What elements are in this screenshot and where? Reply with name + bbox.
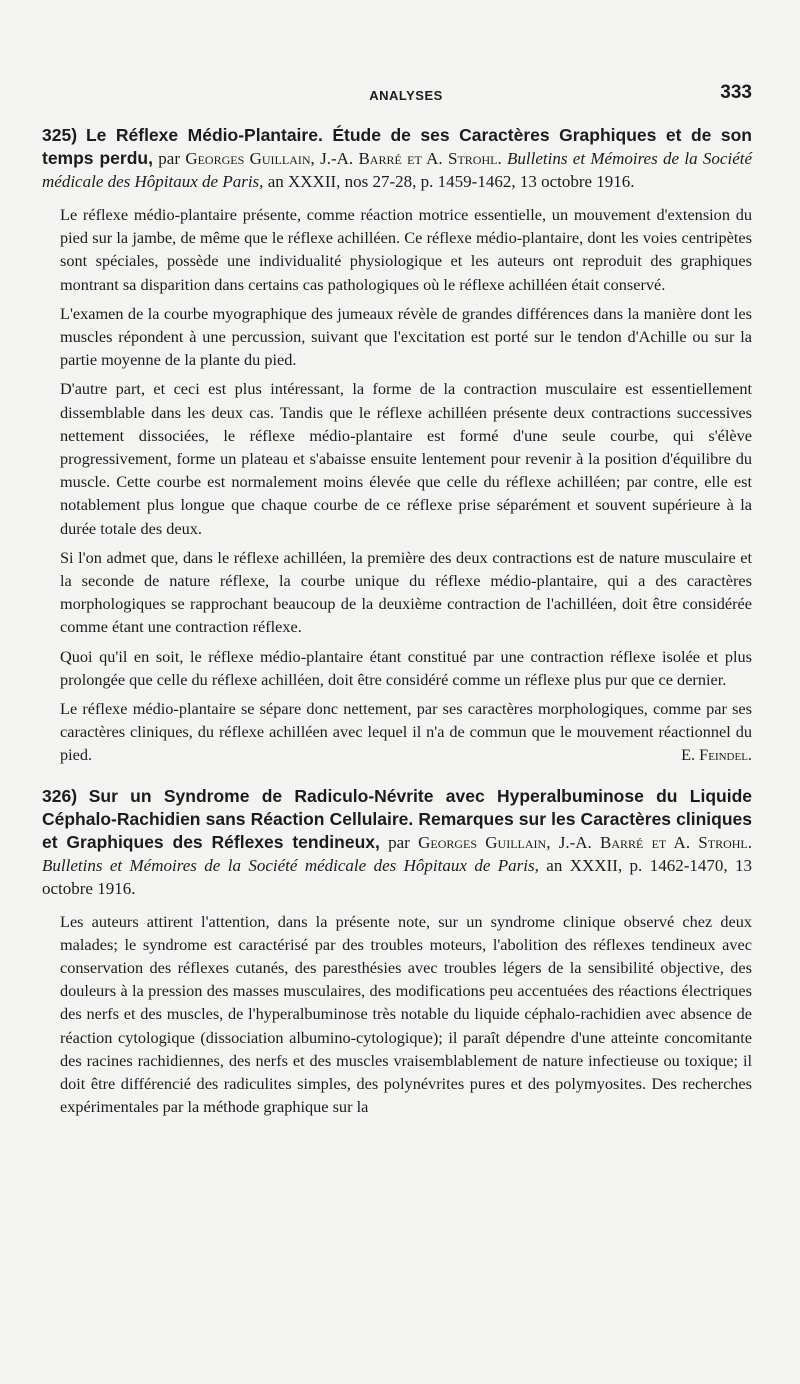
entry-body xyxy=(60,910,752,1119)
paragraph: Le réflexe médio-plantaire présente, comme réaction motrice essentielle, un mouvement d'extension du pied sur la jambe, de même que le réflexe achilléen. Ce réflexe médio-plantaire, dont les voies centripètes sont spéciales, possède une individualité physiologique et les auteurs ont reproduit des graphiques montrant sa disparition dans certains cas pathologiques où le réflexe achilléen était conservé. xyxy=(60,205,752,294)
entry-number: 326) xyxy=(42,785,78,806)
entry-by: par xyxy=(388,832,410,852)
entry-by: par xyxy=(158,149,180,168)
entry-reference: an XXXII, nos 27-28, p. 1459-1462, 13 octobre 1916. xyxy=(267,172,635,191)
entry-title: Le Réflexe Médio-Plantaire. Étude de ses Caractères Graphiques et de son temps perdu, xyxy=(42,125,753,168)
entry-heading xyxy=(42,124,752,193)
paragraph: L'examen de la courbe myographique des jumeaux révèle de grandes différences dans la manière dont les muscles répondent à une percussion, suivant que l'excitation est porté sur le tendon d'Achille ou sur la partie moyenne de la plante du pied. xyxy=(60,303,752,370)
running-title: ANALYSES xyxy=(369,88,443,103)
entry-authors: Georges Guillain, J.-A. Barré et A. Strohl. xyxy=(418,832,753,852)
entry-authors: Georges Guillain, J.-A. Barré et A. Strohl. xyxy=(185,149,502,168)
page-number: 333 xyxy=(720,82,752,103)
page-header xyxy=(60,82,752,110)
entry-journal: Bulletins et Mémoires de la Société médicale des Hôpitaux de Paris, xyxy=(42,855,539,875)
entry-body xyxy=(60,203,752,767)
abstract-entry-326 xyxy=(42,785,753,1119)
page xyxy=(42,82,753,1119)
signature: E. Feindel. xyxy=(681,745,752,765)
entry-heading xyxy=(42,785,752,900)
entry-number: 325) xyxy=(42,125,78,145)
paragraph-text: Le réflexe médio-plantaire se sépare donc nettement, par ses caractères morphologiques, comme par ses caractères cliniques, du réflexe achilléen avec lequel il n'a de commun que le mouvement réactionnel du pied. xyxy=(60,699,752,765)
entry-journal: Bulletins et Mémoires de la Société médicale des Hôpitaux de Paris, xyxy=(42,149,753,191)
abstract-entry-325 xyxy=(42,124,753,767)
paragraph: Quoi qu'il en soit, le réflexe médio-plantaire étant constitué par une contraction réflexe isolée et plus prolongée que celle du réflexe achilléen, doit être considéré comme un réflexe plus pur que ce dernier. xyxy=(60,646,752,689)
paragraph: Les auteurs attirent l'attention, dans la présente note, sur un syndrome clinique observé chez deux malades; le syndrome est caractérisé par des troubles moteurs, l'abolition des réflexes tendineux avec conservation des réflexes cutanés, des paresthésies avec troubles légers de la sensibilité objective, des douleurs à la pression des masses musculaires, des modifications peu accentuées des réactions électriques des nerfs et des muscles, de l'hyperalbuminose très notable du liquide céphalo-rachidien avec absence de réaction cytologique (dissociation albumino-cytologique); il paraît dépendre d'une atteinte concomitante des racines rachidiennes, des nerfs et des muscles vraisemblablement de nature infectieuse ou toxique; il doit être différencié des radiculites simples, des polynévrites pures et des polymyosites. Des recherches expérimentales par la méthode graphique sur la xyxy=(60,911,752,1117)
paragraph: D'autre part, et ceci est plus intéressant, la forme de la contraction musculaire est essentiellement dissemblable dans les deux cas. Tandis que le réflexe achilléen présente deux contractions successives nettement dissociées, le réflexe médio-plantaire est formé d'une seule courbe, qui s'élève progressivement, forme un plateau et s'abaisse ensuite lentement pour revenir à la position d'équilibre du muscle. Cette courbe est normalement moins élevée que celle du réflexe achilléen; par contre, elle est notablement plus longue que chaque courbe de ce réflexe prise séparément et souvent supérieure à la durée totale des deux. xyxy=(60,379,752,538)
paragraph: Si l'on admet que, dans le réflexe achilléen, la première des deux contractions est de nature musculaire et la seconde de nature réflexe, la courbe unique du réflexe médio-plantaire, qui a des caractères morphologiques se rapprochant beaucoup de la deuxième contraction de l'achilléen, doit être considérée comme étant une contraction réflexe. xyxy=(60,547,752,637)
entry-reference: an XXXII, p. 1462-1470, 13 octobre 1916. xyxy=(42,855,753,898)
paragraph-last xyxy=(60,697,752,767)
entry-title: Sur un Syndrome de Radiculo-Névrite avec Hyperalbuminose du Liquide Céphalo-Rachidien sans Réaction Cellulaire. Remarques sur les Caractères cliniques et Graphiques des Réflexes tendineux, xyxy=(42,785,752,852)
